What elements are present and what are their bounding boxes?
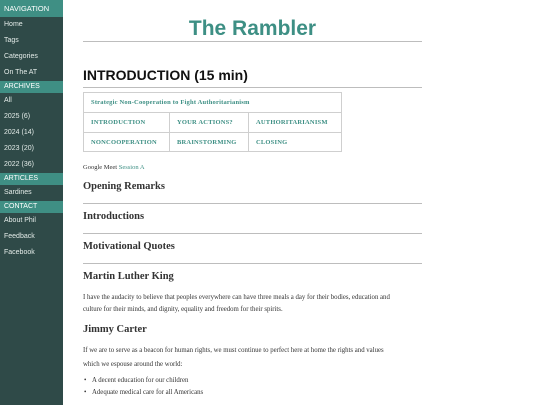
meet-label: Google Meet bbox=[83, 164, 118, 171]
nav-link-introduction[interactable]: INTRODUCTION bbox=[91, 119, 146, 126]
meet-session-link[interactable]: Session A bbox=[118, 164, 145, 171]
quote-carter-line1: If we are to serve as a beacon for human rights, we must continue to perfect here at home the rights and values bbox=[83, 347, 384, 354]
section-divider bbox=[83, 263, 422, 264]
nav-link-brainstorming[interactable]: BRAINSTORMING bbox=[169, 133, 248, 152]
sidebar-header-contact: CONTACT bbox=[0, 201, 63, 213]
section-heading-motivational: Motivational Quotes bbox=[83, 241, 175, 252]
sidebar-item-feedback[interactable]: Feedback bbox=[4, 233, 35, 240]
page-title: INTRODUCTION (15 min) bbox=[83, 67, 248, 83]
quote-heading-mlk: Martin Luther King bbox=[83, 271, 174, 282]
section-divider bbox=[83, 203, 422, 204]
nav-table-row bbox=[84, 112, 341, 131]
sidebar-header-articles: ARTICLES bbox=[0, 173, 63, 185]
quote-mlk-line1: I have the audacity to believe that peoples everywhere can have three meals a day for their bodies, education and bbox=[83, 294, 390, 301]
sidebar-item-archive-2024[interactable]: 2024 (14) bbox=[4, 129, 34, 136]
nav-table-row bbox=[84, 132, 341, 151]
list-item: • A decent education for our children bbox=[92, 377, 188, 384]
sidebar-item-facebook[interactable]: Facebook bbox=[4, 249, 35, 256]
sidebar-item-archive-all[interactable]: All bbox=[4, 97, 12, 104]
sidebar-item-sardines[interactable]: Sardines bbox=[4, 189, 32, 196]
sidebar-item-archive-2023[interactable]: 2023 (20) bbox=[4, 145, 34, 152]
section-heading-introductions: Introductions bbox=[83, 211, 145, 222]
sidebar-item-on-the-at[interactable]: On The AT bbox=[4, 69, 38, 76]
nav-link-authoritarianism[interactable]: AUTHORITARIANISM bbox=[248, 113, 341, 132]
site-title[interactable]: The Rambler bbox=[188, 17, 317, 40]
sidebar bbox=[0, 0, 63, 405]
sidebar-item-tags[interactable]: Tags bbox=[4, 37, 19, 44]
quote-mlk-line2: culture for their minds, and dignity, equality and freedom for their spirits. bbox=[83, 306, 283, 313]
sidebar-item-categories[interactable]: Categories bbox=[4, 53, 38, 60]
meet-line bbox=[83, 164, 145, 171]
sidebar-item-archive-2022[interactable]: 2022 (36) bbox=[4, 161, 34, 168]
title-divider bbox=[83, 41, 422, 42]
sidebar-item-home[interactable]: Home bbox=[4, 21, 23, 28]
sidebar-item-archive-2025[interactable]: 2025 (6) bbox=[4, 113, 31, 120]
quote-heading-carter: Jimmy Carter bbox=[83, 324, 147, 335]
session-nav-table bbox=[83, 92, 342, 152]
nav-link-your-actions[interactable]: YOUR ACTIONS? bbox=[169, 113, 248, 132]
section-heading-opening: Opening Remarks bbox=[83, 181, 165, 192]
page-title-divider bbox=[83, 87, 422, 88]
list-item: • Adequate medical care for all Americans bbox=[92, 389, 203, 396]
nav-table-caption-row bbox=[84, 93, 341, 112]
nav-link-noncooperation[interactable]: NONCOOPERATION bbox=[91, 139, 157, 146]
sidebar-item-about-phil[interactable]: About Phil bbox=[4, 217, 36, 224]
sidebar-header-archives: ARCHIVES bbox=[0, 81, 63, 93]
nav-link-closing[interactable]: CLOSING bbox=[248, 133, 341, 152]
nav-table-caption[interactable]: Strategic Non-Cooperation to Fight Authoritarianism bbox=[91, 99, 250, 106]
section-divider bbox=[83, 233, 422, 234]
quote-carter-line2: which we espouse around the world: bbox=[83, 361, 183, 368]
sidebar-header-navigation: NAVIGATION bbox=[0, 0, 63, 17]
